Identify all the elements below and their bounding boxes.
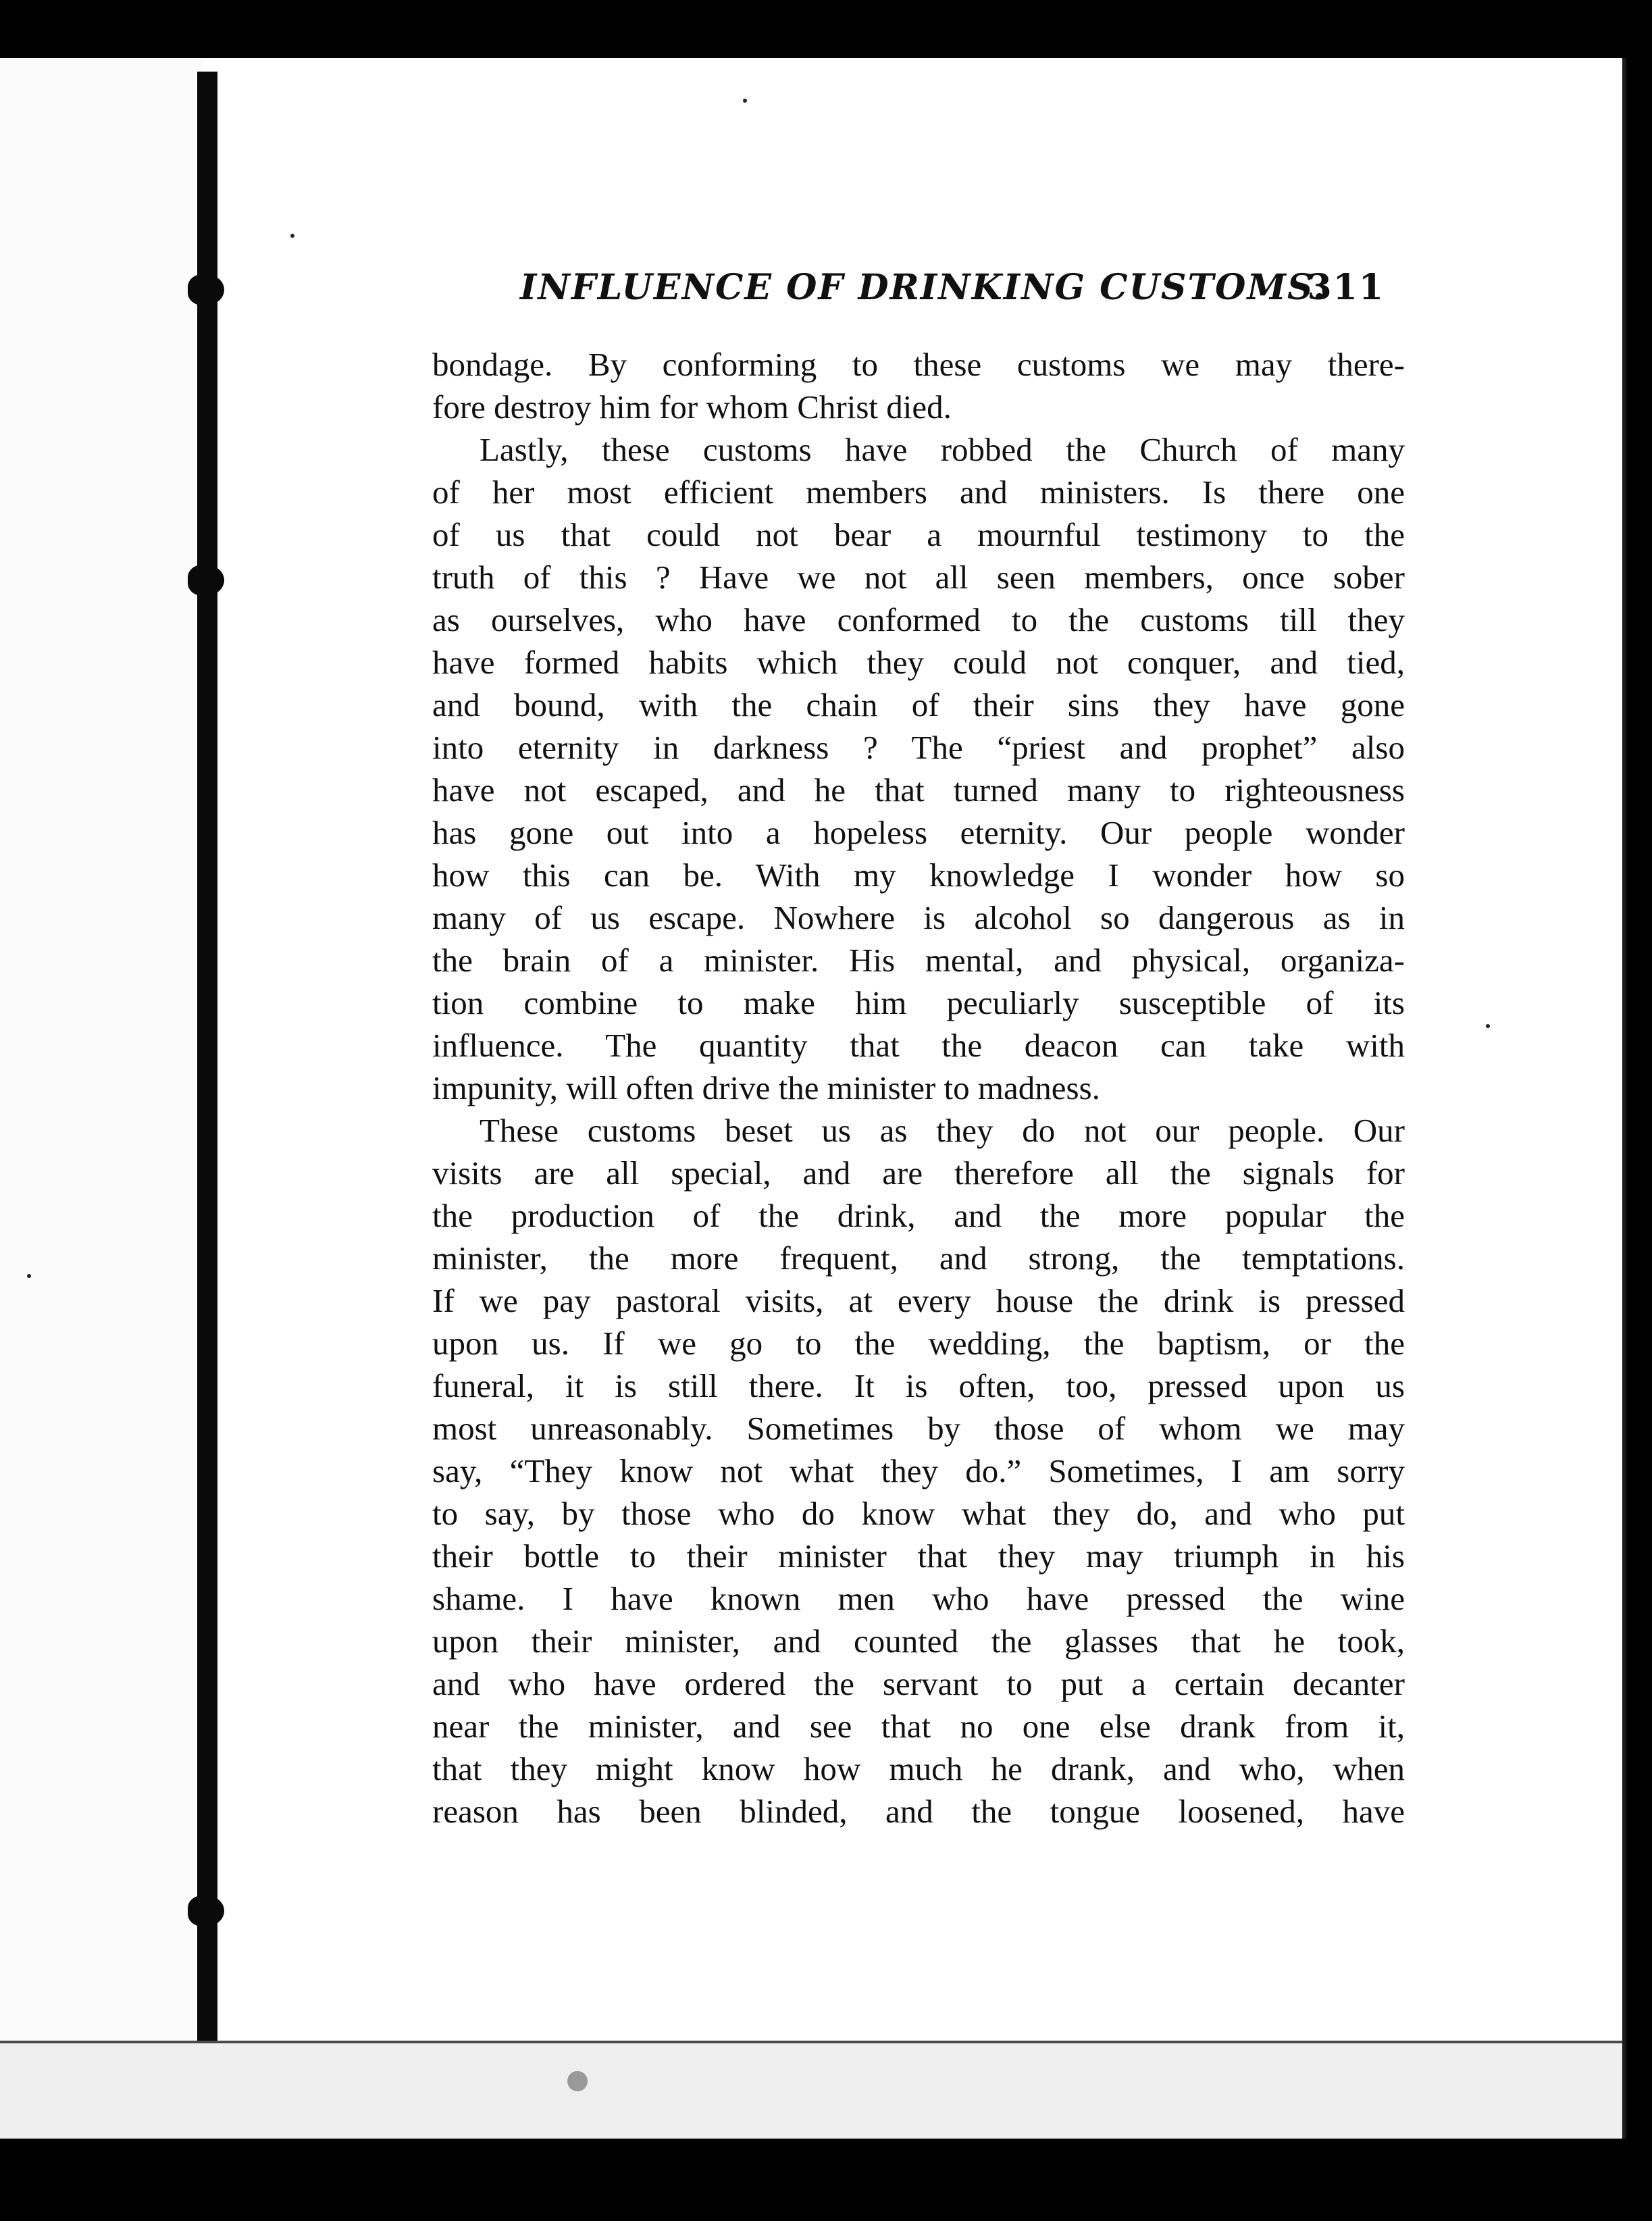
text-line: reason has been blinded, and the tongue loosened, have [432,1793,1405,1830]
gutter-mark [188,1895,224,1926]
text-line: to say, by those who do know what they do, and who put [432,1495,1405,1532]
text-line: tion combine to make him peculiarly susceptible of its [432,984,1405,1021]
text-line: say, “They know not what they do.” Sometimes, I am sorry [432,1452,1405,1489]
text-line: their bottle to their minister that they may triumph in his [432,1537,1405,1575]
text-line: upon their minister, and counted the glasses that he took, [432,1623,1405,1660]
page-number: 311 [1307,267,1385,308]
body-text [432,343,1405,1833]
text-line: of us that could not bear a mournful testimony to the [432,516,1405,553]
text-line: fore destroy him for whom Christ died. [432,388,952,426]
speckle [567,2071,588,2091]
scan-right-edge [1622,58,1626,2139]
text-line: as ourselves, who have conformed to the customs till they [432,601,1405,638]
gutter-mark [188,274,224,305]
speckle [27,1274,31,1278]
facing-page-edge [0,58,203,2139]
text-line: If we pay pastoral visits, at every house the drink is pressed [432,1282,1405,1319]
gutter-mark [188,565,224,596]
text-line: of her most efficient members and ministers. Is there one [432,474,1405,511]
text-line: impunity, will often drive the minister to madness. [432,1069,1100,1106]
text-line: These customs beset us as they do not our people. Our [480,1112,1405,1149]
text-line: have formed habits which they could not conquer, and tied, [432,644,1405,681]
text-line: Lastly, these customs have robbed the Church of many [480,431,1405,468]
text-line: visits are all special, and are therefore all the signals for [432,1154,1405,1192]
text-line: shame. I have known men who have pressed the wine [432,1580,1405,1617]
paragraph [432,343,1405,428]
text-line: and who have ordered the servant to put a certain decanter [432,1665,1405,1702]
text-line: the brain of a minister. His mental, and physical, organiza- [432,942,1405,979]
speckle [1486,1024,1490,1028]
text-line: the production of the drink, and the more popular the [432,1197,1405,1234]
text-line: that they might know how much he drank, and who, when [432,1750,1405,1787]
text-line: and bound, with the chain of their sins they have gone [432,686,1405,723]
paragraph [432,1109,1405,1833]
text-line: upon us. If we go to the wedding, the baptism, or the [432,1325,1405,1362]
running-head [520,267,1385,321]
running-head-title: INFLUENCE OF DRINKING CUSTOMS. [520,267,1326,308]
scan-bottom-strip [0,2043,1626,2139]
book-gutter [197,72,217,2139]
text-line: funeral, it is still there. It is often, too, pressed upon us [432,1367,1405,1404]
text-line: has gone out into a hopeless eternity. Our people wonder [432,814,1405,851]
text-line: into eternity in darkness ? The “priest and prophet” also [432,729,1405,766]
paragraph [432,428,1405,1109]
text-line: many of us escape. Nowhere is alcohol so dangerous as in [432,899,1405,936]
text-line: near the minister, and see that no one else drank from it, [432,1708,1405,1745]
text-line: influence. The quantity that the deacon can take with [432,1027,1405,1064]
speckle [743,99,747,103]
text-line: have not escaped, and he that turned many to righteousness [432,771,1405,809]
text-line: minister, the more frequent, and strong, the temptations. [432,1240,1405,1277]
speckle [290,234,294,238]
text-line: most unreasonably. Sometimes by those of whom we may [432,1410,1405,1447]
text-line: how this can be. With my knowledge I wonder how so [432,857,1405,894]
text-line: truth of this ? Have we not all seen members, once sober [432,559,1405,596]
text-line: bondage. By conforming to these customs we may there- [432,346,1405,383]
